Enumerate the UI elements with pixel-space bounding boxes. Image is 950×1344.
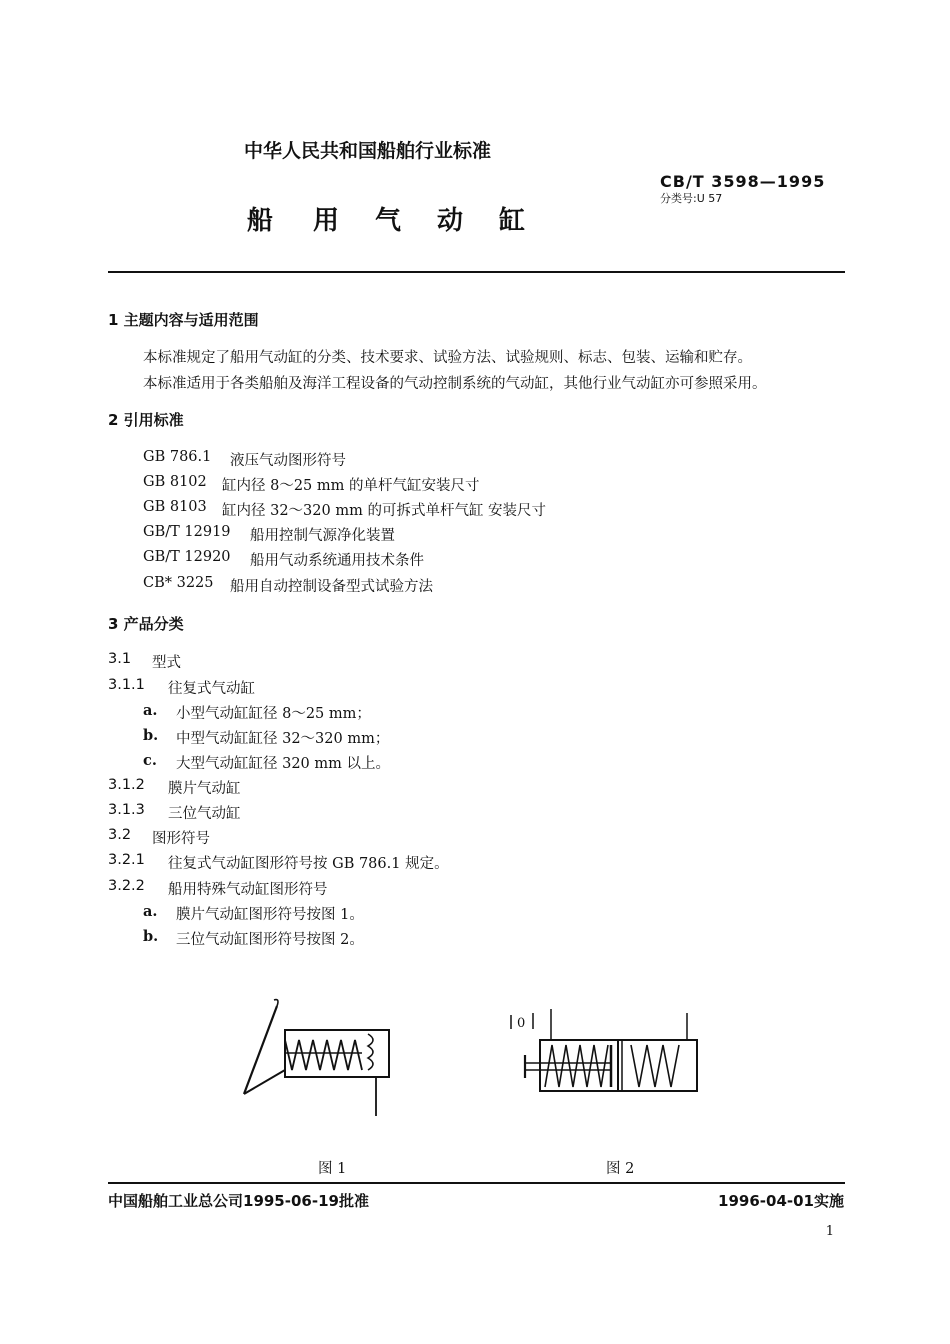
figure-2-position-mark: 0 <box>517 1016 526 1031</box>
reference-title: 船用自动控制设备型式试验方法 <box>230 579 433 595</box>
clause-number: 3.1 <box>108 651 132 667</box>
item-marker: b. <box>143 928 159 945</box>
reference-code: GB/T 12919 <box>143 524 231 540</box>
approval-statement: 中国船舶工业总公司1995-06-19批准 <box>108 1192 369 1210</box>
classification-number: 分类号:U 57 <box>660 192 723 205</box>
clause-text: 往复式气动缸图形符号按 GB 786.1 规定。 <box>168 856 449 872</box>
clause-number: 3.1.2 <box>108 777 145 793</box>
section-1-paragraph: 本标准规定了船用气动缸的分类、技术要求、试验方法、试验规则、标志、包装、运输和贮存。 <box>143 350 752 366</box>
clause-text: 船用特殊气动缸图形符号 <box>168 882 328 898</box>
figure-1-caption: 图 1 <box>318 1161 347 1177</box>
clause-text: 型式 <box>152 655 181 671</box>
section-1-paragraph: 本标准适用于各类船舶及海洋工程设备的气动控制系统的气动缸，其他行业气动缸亦可参照采用。 <box>143 376 767 392</box>
reference-code: GB/T 12920 <box>143 549 231 565</box>
clause-number: 3.1.1 <box>108 677 145 693</box>
title-char: 船 <box>247 206 274 236</box>
reference-code: GB 8102 <box>143 474 207 490</box>
clause-text: 图形符号 <box>152 831 210 847</box>
item-text: 膜片气动缸图形符号按图 1。 <box>176 907 364 923</box>
item-marker: a. <box>143 702 158 719</box>
figure-2-three-position-cylinder-symbol <box>505 1005 705 1115</box>
item-marker: c. <box>143 752 157 769</box>
clause-number: 3.2.1 <box>108 852 145 868</box>
standard-code: CB/T 3598—1995 <box>660 172 826 191</box>
page-number: 1 <box>825 1224 834 1239</box>
reference-title: 船用控制气源净化装置 <box>250 528 395 544</box>
title-char: 动 <box>437 206 464 236</box>
implementation-date: 1996-04-01实施 <box>718 1192 844 1210</box>
clause-number: 3.1.3 <box>108 802 145 818</box>
footer-divider <box>108 1182 845 1184</box>
reference-code: GB 8103 <box>143 499 207 515</box>
item-text: 三位气动缸图形符号按图 2。 <box>176 932 364 948</box>
header-divider <box>108 271 845 273</box>
figure-2-caption: 图 2 <box>606 1161 635 1177</box>
reference-title: 船用气动系统通用技术条件 <box>250 553 424 569</box>
item-text: 小型气动缸缸径 8～25 mm； <box>176 706 371 722</box>
title-char: 缸 <box>499 206 526 236</box>
reference-title: 液压气动图形符号 <box>230 453 346 469</box>
clause-text: 膜片气动缸 <box>168 781 241 797</box>
section-1-heading: 1 主题内容与适用范围 <box>108 311 259 329</box>
reference-title: 缸内径 8～25 mm 的单杆气缸安装尺寸 <box>222 478 480 494</box>
clause-text: 三位气动缸 <box>168 806 241 822</box>
clause-text: 往复式气动缸 <box>168 681 255 697</box>
section-3-heading: 3 产品分类 <box>108 615 184 633</box>
figure-1-diaphragm-cylinder-symbol <box>230 990 410 1125</box>
section-2-heading: 2 引用标准 <box>108 411 184 429</box>
reference-code: CB* 3225 <box>143 575 214 591</box>
item-text: 中型气动缸缸径 32～320 mm； <box>176 731 390 747</box>
item-marker: a. <box>143 903 158 920</box>
item-text: 大型气动缸缸径 320 mm 以上。 <box>176 756 391 772</box>
reference-title: 缸内径 32～320 mm 的可拆式单杆气缸 安装尺寸 <box>222 503 547 519</box>
clause-number: 3.2.2 <box>108 878 145 894</box>
title-char: 用 <box>313 206 340 236</box>
title-char: 气 <box>375 206 402 236</box>
issuing-organization: 中华人民共和国船舶行业标准 <box>244 140 492 162</box>
reference-code: GB 786.1 <box>143 449 212 465</box>
clause-number: 3.2 <box>108 827 132 843</box>
item-marker: b. <box>143 727 159 744</box>
